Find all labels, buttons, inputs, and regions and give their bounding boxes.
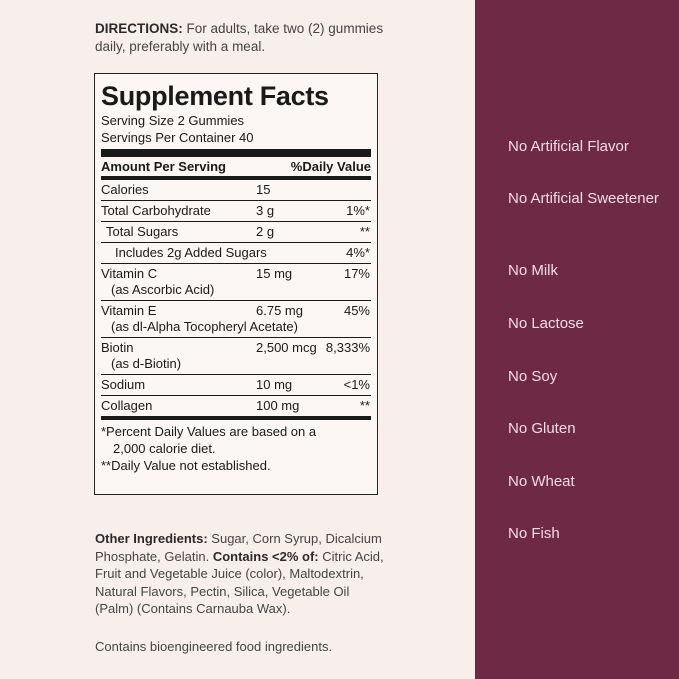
amount-per-serving-label: Amount Per Serving — [101, 159, 226, 174]
footnote-not-established: **Daily Value not established. — [101, 458, 271, 473]
facts-title: Supplement Facts — [101, 81, 329, 111]
nutrient-dv: ** — [359, 224, 370, 239]
nutrient-dv: <1% — [343, 377, 370, 392]
daily-value-label: %Daily Value — [290, 159, 371, 174]
facts-footnotes — [101, 420, 371, 474]
nutrient-name: Collagen — [101, 398, 153, 413]
claim-no-fish: No Fish — [508, 525, 560, 542]
directions-text: For adults, take two (2) gummies daily, preferably with a meal. — [95, 21, 384, 54]
nutrient-amount: 3 g — [256, 203, 275, 218]
nutrient-name: Vitamin C — [101, 266, 158, 281]
claim-no-artificial-flavor: No Artificial Flavor — [508, 138, 629, 155]
directions-label: DIRECTIONS: — [95, 21, 183, 36]
other-ingredients — [95, 530, 385, 618]
nutrient-source: (as d-Biotin) — [111, 356, 182, 371]
nutrient-amount: 10 mg — [256, 377, 293, 392]
facts-row-vitamin-e — [101, 301, 371, 338]
claim-no-lactose: No Lactose — [508, 315, 584, 332]
claim-no-wheat: No Wheat — [508, 473, 575, 490]
nutrient-dv: 45% — [343, 303, 370, 318]
claim-no-milk: No Milk — [508, 262, 559, 279]
facts-row-collagen — [101, 396, 371, 420]
footnote-daily-values: *Percent Daily Values are based on a — [101, 424, 317, 439]
other-ingredients-text: Sugar, Corn Syrup, Dicalcium Phosphate, Gelatin. — [95, 531, 382, 564]
facts-row-sodium — [101, 375, 371, 396]
bioengineered-statement: Contains bioengineered food ingredients. — [95, 639, 333, 654]
facts-row-carbohydrate — [101, 201, 371, 222]
facts-row-calories — [101, 180, 371, 201]
contains-label: Contains <2% of: — [212, 548, 319, 564]
directions — [95, 20, 385, 56]
footnote-calorie-diet: 2,000 calorie diet. — [113, 441, 216, 456]
nutrient-amount: 2,500 mcg — [256, 340, 317, 355]
nutrient-name: Sodium — [101, 377, 146, 392]
nutrient-dv: 1%* — [346, 203, 370, 218]
facts-row-added-sugars — [101, 243, 371, 264]
nutrient-name: Total Sugars — [106, 224, 179, 239]
servings-per-container: Servings Per Container 40 — [101, 130, 254, 145]
nutrient-amount: 15 mg — [256, 266, 293, 281]
nutrient-dv: 4%* — [346, 245, 370, 260]
claim-no-soy: No Soy — [508, 368, 558, 385]
claim-no-artificial-sweetener: No Artificial Sweetener — [508, 190, 659, 207]
nutrient-name: Includes 2g Added Sugars — [115, 245, 267, 260]
claims-panel — [475, 0, 679, 679]
facts-row-vitamin-c — [101, 264, 371, 301]
facts-header — [101, 157, 371, 180]
other-ingredients-label: Other Ingredients: — [95, 531, 208, 546]
nutrient-name: Calories — [101, 182, 149, 197]
nutrient-amount: 6.75 mg — [256, 303, 303, 318]
nutrient-dv: 8,333% — [325, 340, 370, 355]
serving-size: Serving Size 2 Gummies — [101, 113, 245, 128]
contains-text: Citric Acid, Fruit and Vegetable Juice (color), Maltodextrin, Natural Flavors, Pectin, Silica, Vegetable Oil (Palm) (Contains Carnauba Wax). — [95, 548, 384, 616]
nutrient-amount: 15 — [256, 182, 271, 197]
nutrient-name: Total Carbohydrate — [101, 203, 211, 218]
nutrient-amount: 2 g — [256, 224, 275, 239]
facts-row-biotin — [101, 338, 371, 375]
facts-row-sugars — [101, 222, 371, 243]
nutrient-dv: ** — [359, 398, 370, 413]
supplement-facts-panel — [94, 73, 378, 495]
nutrient-dv: 17% — [343, 266, 370, 281]
nutrient-source: (as Ascorbic Acid) — [111, 282, 215, 297]
nutrient-amount: 100 mg — [256, 398, 300, 413]
nutrient-name: Vitamin E — [101, 303, 157, 318]
thick-divider — [101, 149, 371, 157]
claim-no-gluten: No Gluten — [508, 420, 576, 437]
nutrient-name: Biotin — [101, 340, 134, 355]
nutrient-source: (as dl-Alpha Tocopheryl Acetate) — [111, 319, 298, 334]
